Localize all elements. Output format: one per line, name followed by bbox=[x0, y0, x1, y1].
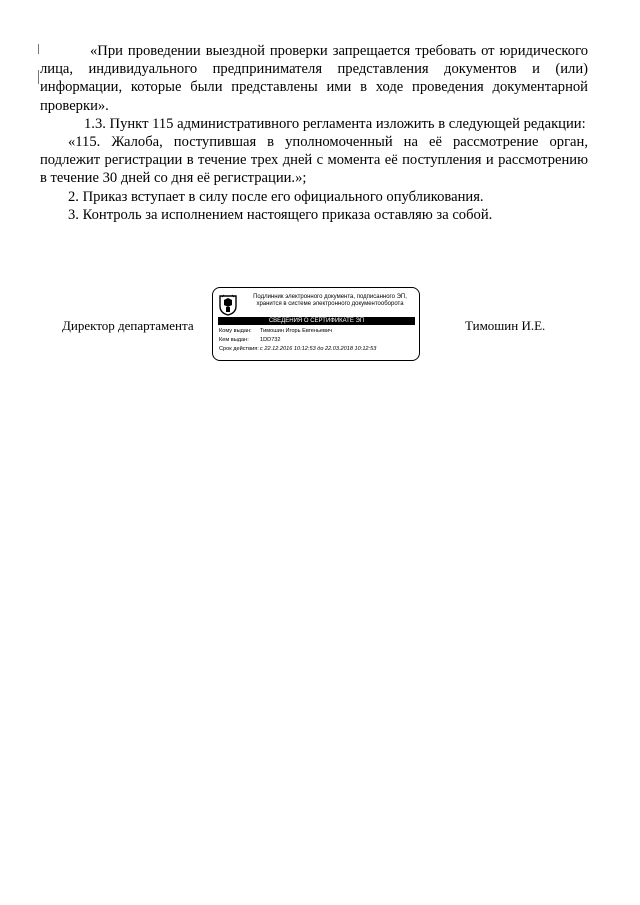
stamp-value: 1DD732 bbox=[260, 337, 281, 343]
stamp-header: Подлинник электронного документа, подписанного ЭП, хранится в системе электронного документооборота bbox=[253, 294, 407, 307]
paragraph-item-1-3: 1.3. Пункт 115 административного регламента изложить в следующей редакции: bbox=[84, 115, 586, 132]
signatory-name: Тимошин И.Е. bbox=[465, 318, 546, 333]
stamp-row-validity bbox=[219, 346, 376, 353]
coat-of-arms-icon bbox=[218, 294, 238, 316]
paragraph-item-2: 2. Приказ вступает в силу после его официального опубликования. bbox=[68, 188, 484, 205]
scan-edge-mark bbox=[38, 70, 39, 84]
stamp-label: Кому выдан: bbox=[219, 328, 252, 334]
signatory-position: Директор департамента bbox=[62, 318, 194, 333]
document-body bbox=[40, 42, 588, 224]
paragraph-item-3: 3. Контроль за исполнением настоящего приказа оставляю за собой. bbox=[68, 206, 493, 223]
stamp-label: Срок действия: bbox=[219, 346, 259, 352]
stamp-label: Кем выдан: bbox=[219, 337, 249, 343]
stamp-certificate-bar: СВЕДЕНИЯ О СЕРТИФИКАТЕ ЭП bbox=[218, 317, 415, 325]
scan-edge-mark bbox=[38, 44, 39, 54]
paragraph-quote-115: «115. Жалоба, поступившая в уполномоченный на её рассмотрение орган, подлежит регистрации в течение трех дней с момента её поступления и рассмотрению в течение 30 дней со дня её регистрации.»; bbox=[40, 134, 588, 187]
stamp-row-issued-to bbox=[219, 328, 332, 335]
stamp-value: Тимошин Игорь Евгеньевич bbox=[260, 328, 332, 334]
stamp-value: с 22.12.2016 10:12:53 до 22.03.2018 10:12:53 bbox=[260, 346, 377, 352]
stamp-row-issued-by bbox=[219, 337, 281, 344]
electronic-signature-stamp bbox=[212, 287, 420, 361]
paragraph-quote-inspection: «При проведении выездной проверки запрещается требовать от юридического лица, индивидуального предпринимателя представления документов и (или) информации, которые были представлены ими в ходе проведения документарной проверки». bbox=[40, 43, 588, 114]
